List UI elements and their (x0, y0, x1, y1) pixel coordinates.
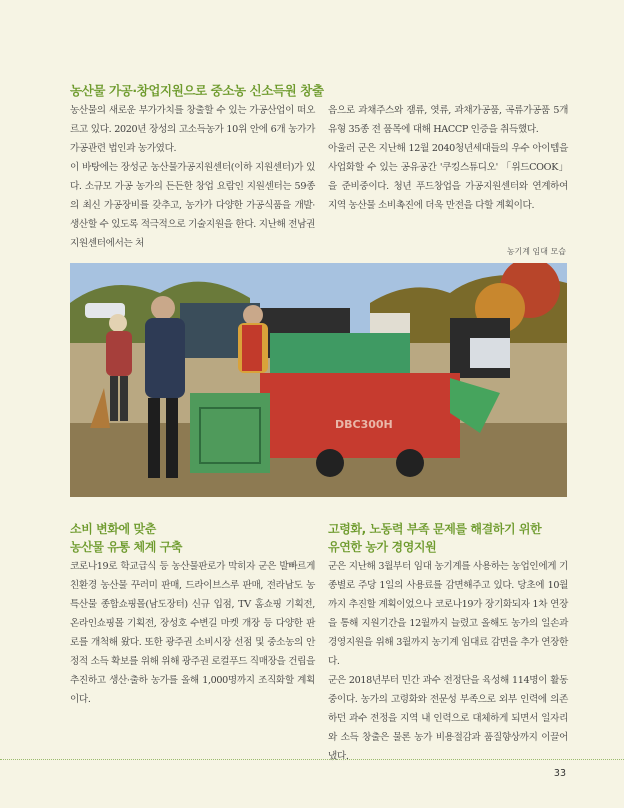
paragraph: 군은 지난해 3월부터 임대 농기계를 사용하는 농업인에게 기종별로 주당 1일의 사용료를 감면해주고 있다. 당초에 10월까지 추진할 계획이었으나 코로나19가 장기화되자 1차 연장을 통해 지원기간을 12월까지 늘렸고 올해도 농가의 일손과 경영지원을 위해 3월까지 농기계 임대료 감면을 추가 연장한다. (328, 561, 568, 667)
photo-machinery-rental (70, 263, 567, 497)
paragraph: 아울러 군은 지난해 12월 2040청년세대들의 우수 아이템을 사업화할 수 있는 공유공간 '쿠킹스튜디오' 「위드COOK」을 준비중이다. 청년 푸드창업을 가공지원센터와 연계하여 지역 농산물 소비촉진에 더욱 만전을 다할 계획이다. (328, 143, 568, 211)
column-bottom-right (328, 557, 568, 766)
paragraph: 이 바탕에는 장성군 농산물가공지원센터(이하 지원센터)가 있다. 소규모 가공 농가의 든든한 창업 요람인 지원센터는 59종의 최신 가공장비를 갖추고, 농가가 다양한 가공식품을 개발·생산할 수 있도록 적극적으로 기술지원을 한다. 지난해 전남권 지원센터에서는 처 (70, 162, 315, 249)
column-top-right (328, 101, 568, 215)
photo-caption: 농기계 임대 모습 (506, 247, 566, 256)
subhead-line: 소비 변화에 맞춘 (70, 522, 156, 536)
paragraph: 음으로 과채주스와 잼류, 엿류, 과채가공품, 곡류가공품 5개 유형 35종 전 품목에 대해 HACCP 인증을 취득했다. (328, 105, 568, 135)
subhead-farm-support (328, 520, 573, 556)
machine-label: DBC300H (335, 418, 393, 431)
section-title-processing: 농산물 가공·창업지원으로 중소농 신소득원 창출 (70, 83, 324, 98)
subhead-line: 고령화, 노동력 부족 문제를 해결하기 위한 (328, 522, 542, 536)
paragraph: 농산물의 새로운 부가가치를 창출할 수 있는 가공산업이 떠오르고 있다. 2020년 장성의 고소득농가 10위 안에 6개 농가가 가공관련 법인과 농가였다. (70, 105, 315, 154)
photo-illustration (70, 263, 567, 497)
column-top-left (70, 101, 315, 253)
page-number: 33 (553, 768, 566, 779)
paragraph: 코로나19로 학교급식 등 농산물판로가 막히자 군은 발빠르게 친환경 농산물 꾸러미 판매, 드라이브스루 판매, 전라남도 농특산물 종합쇼핑몰(남도장터) 신규 입점, TV 홈쇼핑 기획전, 온라인쇼핑몰 기획전, 장성호 수변길 마켓 개장 등 다양한 판로를 개척해 왔다. 또한 광주권 소비시장 선점 및 중소농의 안정적 소득 확보를 위해 위해 광주권 로컬푸드 직매장을 건립을 추진하고 생산·출하 농가를 올해 1,000명까지 조직화할 계획이다. (70, 561, 315, 705)
column-bottom-left (70, 557, 315, 709)
paragraph: 군은 2018년부터 민간 과수 전정단을 육성해 114명이 활동 중이다. 농가의 고령화와 전문성 부족으로 외부 인력에 의존하던 과수 전정을 지역 내 인력으로 대체하게 되면서 일자리와 소득 창출은 물론 농가 비용절감과 품질향상까지 이끌어냈다. (328, 675, 568, 762)
subhead-line: 유연한 농가 경영지원 (328, 540, 437, 554)
subhead-distribution (70, 520, 315, 556)
white-plastic (470, 338, 510, 368)
subhead-line: 농산물 유통 체계 구축 (70, 540, 183, 554)
footer-divider (0, 759, 624, 760)
